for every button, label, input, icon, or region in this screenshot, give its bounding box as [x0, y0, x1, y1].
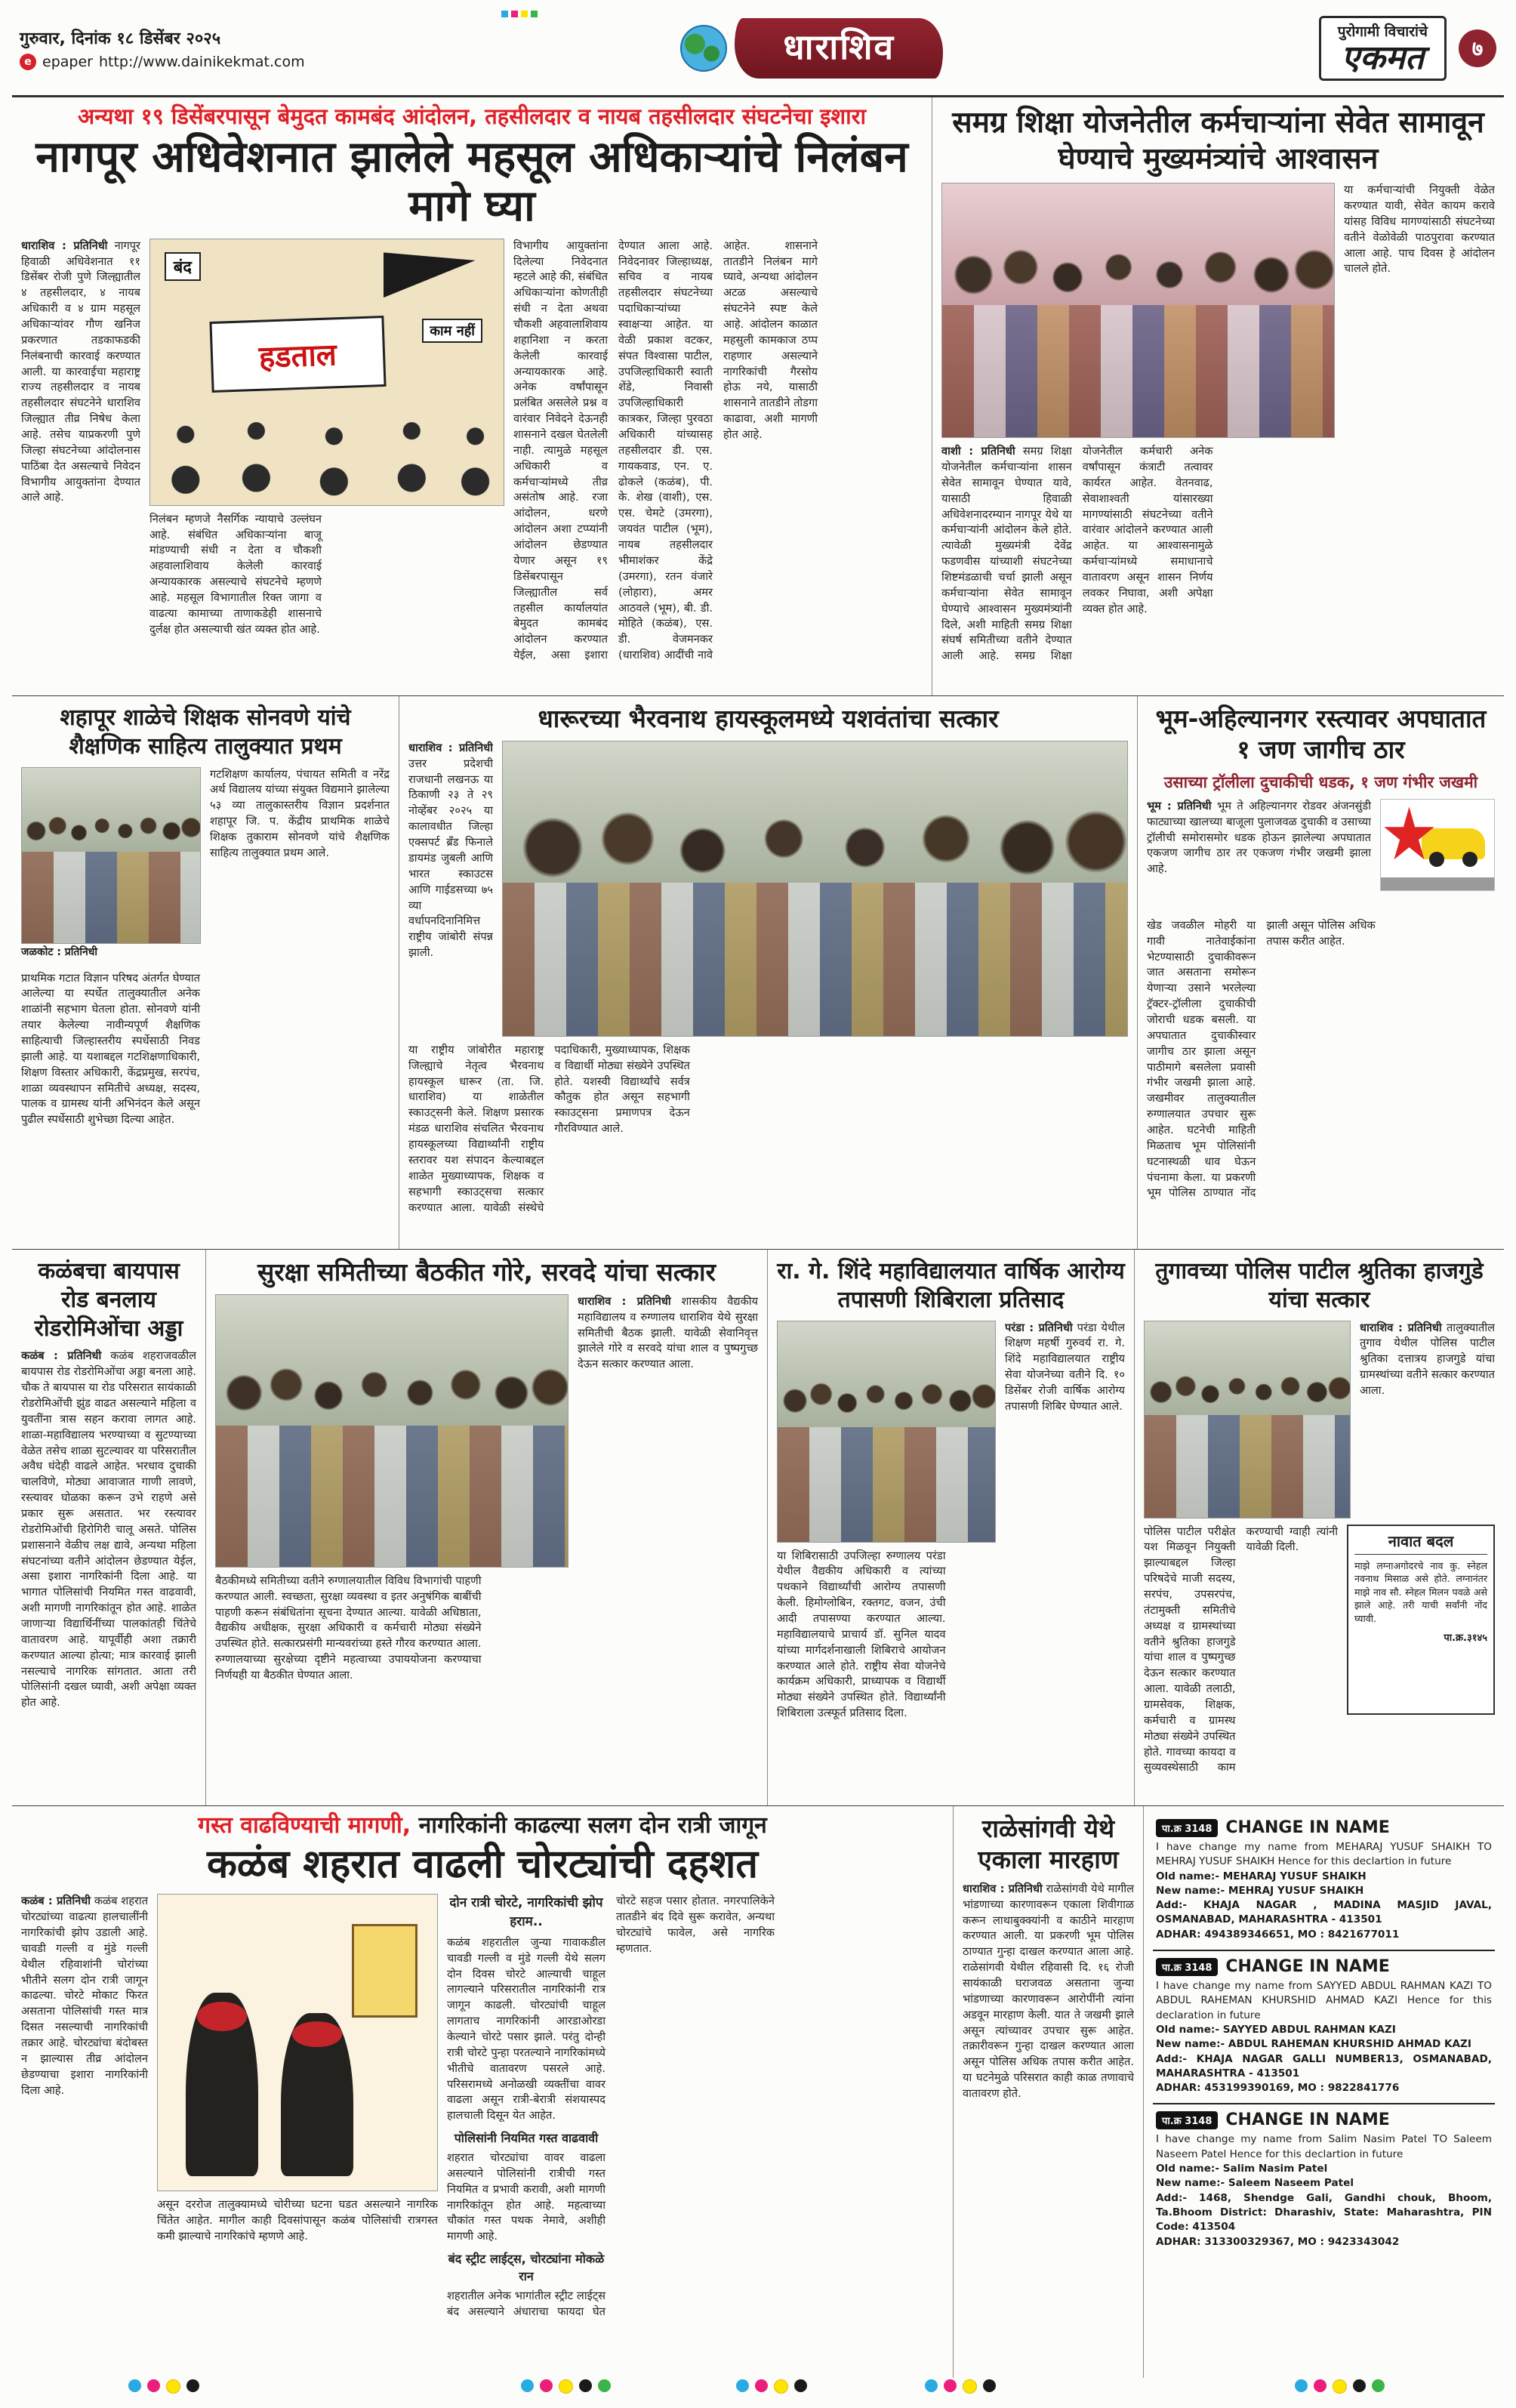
black-flag-icon — [384, 252, 476, 305]
ad-address-3: Add:- 1468, Shendge Gali, Gandhi chouk, Bhoom, Ta.Bhoom District: Dharashiv, State: Maharashtra, PIN Code: 413504 — [1156, 2191, 1492, 2234]
ad-address-1: Add:- KHAJA NAGAR , MADINA MASJID JAVAL, OSMANABAD, MAHARASHTRA - 413501 — [1156, 1899, 1492, 1926]
article-bypass — [12, 1250, 205, 1805]
shinde-headline: रा. गे. शिंदे महाविद्यालयात वार्षिक आरोग्य तपासणी शिबिराला प्रतिसाद — [777, 1258, 1125, 1313]
ad-address-2: Add:- KHAJA NAGAR GALLI NUMBER13, OSMANABAD, MAHARASHTRA - 413501 — [1156, 2052, 1492, 2080]
ad-adhar-1: ADHAR: 494389346651, MO : 8421677011 — [1156, 1928, 1400, 1941]
lead-body-text: विभागीय आयुक्तांना दिलेल्या निवेदनात म्हटले आहे की, संबंधित अधिकाऱ्यांना कोणतीही संधी न देता अथवा चौकशी अहवालाशिवाय शहानिशा न करता केलेली कारवाई अन्यायकारक आहे. अनेक वर्षांपासून प्रलंबित असलेले प्रश्न व वारंवार निवेदने देऊनही शासनाने दखल घेतलेली नाही. त्यामुळे महसूल अधिकारी व कर्मचाऱ्यांमध्ये तीव्र असंतोष आहे. रजा आंदोलन, धरणे आंदोलन अशा टप्प्यांनी आंदोलन छेडण्यात येणार असून १९ डिसेंबरपासून जिल्ह्यातील सर्व तहसील कार्यालयांत बेमुदत कामबंद आंदोलन करण्यात येईल, असा इशारा देण्यात आला आहे. निवेदनावर जिल्हाध्यक्ष, सचिव व नायब तहसीलदार संघटनेच्या पदाधिकाऱ्यांच्या स्वाक्षऱ्या आहेत. या वेळी प्रकाश वटकर, संपत विश्वासा पाटील, उपजिल्हाधिकारी स्वाती शेंडे, निवासी उपजिल्हाधिकारी कात्रकर, जिल्हा पुरवठा अधिकारी यांच्यासह तहसीलदार डी. एस. गायकवाड, एन. ए. ढोकले (कळंब), पी. के. शेख (वाशी), एस. एस. चेमटे (उमरगा), जयवंत पाटील (भूम), नायब तहसीलदार भीमाशंकर केंद्रे (उमरगा), रतन वंजारे (लोहारा), अमर आठवले (भूम), बी. डी. मोहिते (कळंब), एस. डी. वेजमनकर (धाराशिव) आदींची नावे आहेत. शासनाने तातडीने निलंबन मागे घ्यावे, अन्यथा आंदोलन अटळ असल्याचे संघटनेने स्पष्ट केले आहे. आंदोलन काळात महसुली कामकाज ठप्प राहणार असल्याने नागरिकांची गैरसोय होऊ नये, यासाठी शासनाने तातडीने तोडगा काढावा, अशी मागणी होत आहे. — [513, 239, 818, 662]
ralesangvi-body-text: राळेसांगवी येथे मागील भांडणाच्या कारणावरून एकाला शिवीगाळ करून लाथाबुक्क्यांनी व काठीने मारहाण करण्यात आली. या प्रकरणी भूम पोलिस ठाण्यात गुन्हा दाखल करण्यात आला आहे. राळेसांगवी येथील रहिवासी दि. १६ रोजी सायंकाळी घराजवळ असताना जुन्या भांडणाच्या कारणावरून आरोपींनी त्यांना अडवून मारहाण केली. यात ते जखमी झाले असून त्यांच्यावर उपचार सुरू आहेत. तक्रारीवरून गुन्हा दाखल करण्यात आला असून पोलिस अधिक तपास करीत आहेत. या घटनेमुळे परिसरात काही काळ तणावाचे वातावरण होते. — [963, 1882, 1134, 2100]
article-dharur — [399, 696, 1137, 1249]
ad-badge-3: पा.क्र 3148 — [1156, 2111, 1218, 2129]
suraksha-headline: सुरक्षा समितीच्या बैठकीत गोरे, सरवदे यांचा सत्कार — [257, 1257, 716, 1287]
ad-oldname-2: Old name:- SAYYED ABDUL RAHMAN KAZI — [1156, 2023, 1396, 2036]
masthead-title: धाराशिव — [735, 18, 943, 79]
strike-placard: हडताल — [209, 316, 386, 393]
registration-marks-bottom — [0, 2373, 1516, 2403]
row-1 — [12, 97, 1504, 695]
window-graphic — [352, 1924, 418, 2018]
ad-oldname-1: Old name:- MEHARAJ YUSUF SHAIKH — [1156, 1870, 1367, 1882]
classified-ads-column — [1143, 1806, 1504, 2378]
accident-graphic — [1380, 799, 1495, 891]
theft-column-1 — [21, 1894, 148, 2330]
photo-dharur-group — [502, 741, 1128, 1037]
shahapur-body: प्राथमिक गटात विज्ञान परिषद अंतर्गत घेण्यात आलेल्या या स्पर्धेत तालुक्यातील अनेक शाळांनी सहभाग घेतला होता. सोनवणे यांनी तयार केलेल्या नावीन्यपूर्ण शैक्षणिक साहित्याची जिल्हास्तरीय स्पर्धेसाठी निवड झाली आहे. या यशाबद्दल गटशिक्षणाधिकारी, शिक्षण विस्तार अधिकारी, केंद्रप्रमुख, सरपंच, शाळा व्यवस्थापन समितीचे अध्यक्ष, सदस्य, पालक व ग्रामस्थ यांनी अभिनंदन केले असून पुढील स्पर्धेसाठी शुभेच्छा दिल्या आहेत. — [21, 971, 200, 1127]
site-url[interactable]: http://www.dainikekmat.com — [98, 54, 305, 70]
ad-newname-2: New name:- ABDUL RAHEMAN KHURSHID AHMAD KAZI — [1156, 2038, 1471, 2051]
article-kalamb-theft — [12, 1806, 953, 2378]
ralesangvi-headline: राळेसांगवी येथे एकाला मारहाण — [978, 1814, 1119, 1874]
shinde-side-body: परंडा येथील शिक्षण महर्षी गुरुवर्य रा. गे. शिंदे महाविद्यालयात राष्ट्रीय सेवा योजनेच्या वतीने दि. १० डिसेंबर रोजी वार्षिक आरोग्य तपासणी शिबिर घेण्यात आले. — [1005, 1321, 1125, 1413]
dharur-body: या राष्ट्रीय जांबोरीत महाराष्ट्र जिल्ह्याचे नेतृत्व भैरवनाथ हायस्कूल धारूर (ता. जि. धाराशिव) या शाळेतील स्काउट्सनी केले. शिक्षण प्रसारक मंडळ धाराशिव संचलित भैरवनाथ हायस्कूलच्या विद्यार्थ्यांनी राष्ट्रीय स्तरावर यश संपादन केल्याबद्दल शाळेत मुख्याध्यापक, शिक्षक व सहभागी स्काउट्सचा सत्कार करण्यात आला. यावेळी संस्थेचे पदाधिकारी, मुख्याध्यापक, शिक्षक व विद्यार्थी मोठ्या संख्येने उपस्थित होते. यशस्वी विद्यार्थ्यांचे सर्वत्र कौतुक होत असून सहभागी स्काउट्सना प्रमाणपत्र देऊन गौरविण्यात आले. — [408, 1043, 690, 1214]
brand-name: एकमत — [1341, 38, 1425, 77]
road-graphic — [1381, 877, 1494, 890]
photo-health-camp — [777, 1321, 996, 1543]
ad-intro-2: I have change my name from SAYYED ABDUL RAHMAN KAZI TO ABDUL RAHEMAN KHURSHID AHMAD KAZI Hence for this declaration in future — [1156, 1980, 1492, 2021]
registration-marks-top — [501, 11, 538, 17]
ad-title-2: CHANGE IN NAME — [1225, 1957, 1390, 1977]
tugaon-side-text — [1360, 1321, 1495, 1518]
page-header — [12, 0, 1504, 97]
shahapur-byline: जळकोट : प्रतिनिधी — [21, 945, 98, 958]
dharur-byline: धाराशिव : प्रतिनिधी — [408, 741, 493, 754]
shahapur-headline: शहापूर शाळेचे शिक्षक सोनवणे यांचे शैक्षणिक साहित्य तालुक्यात प्रथम — [60, 705, 351, 760]
ad-newname-3: New name:- Saleem Naseem Patel — [1156, 2177, 1354, 2190]
lead-byline: धाराशिव : प्रतिनिधी — [21, 239, 108, 252]
dharur-side-body: उत्तर प्रदेशची राजधानी लखनऊ या ठिकाणी २३ ते २९ नोव्हेंबर २०२५ या कालावधीत जिल्हा एक्सपर्ट ब्रँड फिनाले डायमंड जुबली आणि भारत स्काउटस आणि गाईडसच्या ७५ व्या वर्धापनदिनानिमित्त राष्ट्रीय जांबोरी संपन्न झाली. — [408, 757, 493, 960]
bypass-byline: कळंब : प्रतिनिधी — [21, 1349, 102, 1363]
theft-subhead-1-text: शहरात चोरट्यांचा वावर वाढला असल्याने पोलिसांनी रात्रीची गस्त नियमित व प्रभावी करावी, अशी मागणी नागरिकांतून होत आहे. महत्वाच्या चौकांत गस्त पथक नेमावे, अशीही मागणी आहे. — [447, 2151, 605, 2243]
navbadal-body: माझे लग्नाअगोदरचे नाव कु. स्नेहल नवनाथ मिसाळ असे होते. लग्नानंतर माझे नाव सौ. स्नेहल मिलन पवळे असे झाले आहे. तरी याची सर्वांनी नोंद घ्यावी. — [1354, 1559, 1487, 1625]
bypass-headline: कळंबचा बायपास रोड बनलाय रोडरोमिओंचा अड्डा — [34, 1258, 183, 1342]
theft-body — [447, 1894, 944, 2330]
name-change-notice-box — [1347, 1525, 1495, 1715]
lead-headline: नागपूर अधिवेशनात झालेले महसूल अधिकाऱ्यांचे निलंबन मागे घ्या — [35, 131, 908, 231]
photo-suraksha-felicitation — [215, 1294, 568, 1568]
strike-cartoon — [149, 239, 504, 506]
suraksha-byline: धाराशिव : प्रतिनिधी — [578, 1294, 671, 1308]
dharur-side-text — [408, 741, 493, 1037]
brand-box — [1319, 16, 1447, 81]
masthead-banner — [680, 18, 943, 79]
article-shinde-college — [767, 1250, 1134, 1805]
ad-oldname-3: Old name:- Salim Nasim Patel — [1156, 2163, 1328, 2175]
date-text: गुरुवार, दिनांक १८ डिसेंबर २०२५ — [20, 29, 221, 48]
suraksha-side-text — [578, 1294, 758, 1568]
ad-title-3: CHANGE IN NAME — [1225, 2110, 1390, 2130]
lead-column-1 — [21, 239, 140, 666]
tugaon-side-body: तालुक्यातील तुगाव येथील पोलिस पाटील श्रुतिका दत्तात्रय हाजगुडे यांचा ग्रामस्थांच्या वतीने सत्कार करण्यात आला. — [1360, 1321, 1495, 1398]
bypass-body — [21, 1349, 196, 1787]
article-ralesangvi — [953, 1806, 1143, 2378]
epaper-link[interactable]: epaper — [42, 54, 93, 70]
ad-adhar-2: ADHAR: 453199390169, MO : 9822841776 — [1156, 2082, 1400, 2095]
samagra-body-text: समग्र शिक्षा योजनेतील कर्मचाऱ्यांना शासन सेवेत सामावून घेण्यात यावे, यासाठी हिवाळी अधिवेशनादरम्यान नागपूर येथे या कर्मचाऱ्यांनी आंदोलन केले होते. त्यावेळी मुख्यमंत्री देवेंद्र फडणवीस यांच्याशी संघटनेच्या शिष्टमंडळाची चर्चा झाली असून कर्मचाऱ्यांना सेवेत सामावून घेण्याचे आश्वासन मुख्यमंत्र्यांनी दिले, अशी माहिती समग्र शिक्षा संघर्ष समितीच्या वतीने देण्यात आली आहे. समग्र शिक्षा योजनेतील कर्मचारी अनेक वर्षांपासून कंत्राटी तत्वावर कार्यरत आहेत. वेतनवाढ, सेवाशाश्वती यांसारख्या मागण्यांसाठी संघटनेच्या वतीने वारंवार आंदोलने करण्यात आली आहेत. या आश्वासनामुळे कर्मचाऱ्यांमध्ये समाधानाचे वातावरण असून शासन निर्णय लवकर निघावा, अशी अपेक्षा व्यक्त होत आहे. — [941, 445, 1213, 663]
photo-shahapur-award — [21, 767, 201, 944]
row-3 — [12, 1249, 1504, 1805]
thief-figure-1 — [186, 1993, 258, 2176]
theft-subhead-2-text: शहरातील अनेक भागांतील स्ट्रीट लाईट्स बंद असल्याने अंधाराचा फायदा घेत चोरटे सहज पसार होतात. नगरपालिकेने तातडीने बंद दिवे सुरू करावेत, अन्यथा चोरट्यांचे फावेल, असे नागरिक म्हणतात. — [447, 1895, 775, 2318]
theft-body-text: कळंब शहरातील जुन्या गावाकडील चावडी गल्ली व मुंडे गल्ली येथे सलग दोन दिवस चोरटे आल्याची चाहूल लागल्याने परिसरातील नागरिकांनी रात्र जागून काढली. चोरट्यांची चाहूल लागताच नागरिकांनी आरडाओरडा केल्याने चोरटे पसार झाले. परंतु दोन्ही रात्री चोरटे पुन्हा परतल्याने नागरिकांमध्ये भीतीचे वातावरण पसरले आहे. परिसरामध्ये अनोळखी व्यक्तींचा वावर वाढला असून रात्री-बेरात्री संशयास्पद हालचाली दिसून येत आहेत. — [447, 1935, 605, 2123]
navbadal-number: पा.क्र.३१४५ — [1444, 1632, 1487, 1644]
ad-intro-3: I have change my name from Salim Nasim Patel TO Saleem Naseem Patel Hence for this declartion in future — [1156, 2133, 1492, 2160]
navbadal-title: नावात बदल — [1354, 1531, 1487, 1555]
theft-subhead-2: बंद स्ट्रीट लाईट्स, चोरट्यांना मोकळे रान — [448, 2252, 605, 2284]
samagra-headline: समग्र शिक्षा योजनेतील कर्मचाऱ्यांना सेवेत सामावून घेण्याचे मुख्यमंत्र्यांचे आश्वासन — [952, 106, 1484, 176]
change-name-ad-3 — [1153, 2103, 1495, 2256]
ad-badge-1: पा.क्र 3148 — [1156, 1819, 1218, 1837]
theft-column-1-text: कळंब शहरात चोरट्यांच्या वाढत्या हालचालींनी नागरिकांची झोप उडाली आहे. चावडी गल्ली व मुंडे गल्ली येथील रहिवाशांनी चोरांच्या भीतीने सलग दोन रात्री जागून काढल्या. चोरटे मोकाट फिरत असताना पोलिसांची गस्त मात्र दिसत नसल्याची नागरिकांची तक्रार आहे. चोरट्यांचा बंदोबस्त न झाल्यास तीव्र आंदोलन छेडण्याचा इशारा नागरिकांनी दिला आहे. — [21, 1895, 148, 2097]
bypass-body-text: कळंब शहराजवळील बायपास रोड रोडरोमिओंचा अड्डा बनला आहे. चौक ते बायपास या रोड परिसरात सायंकाळी रोडरोमिओंची झुंड वाढत असल्याने महिला व युवतींना त्रास सहन करावा लागत आहे. शाळा-महाविद्यालय भरण्याच्या व सुटण्याच्या वेळेत तसेच शाळा सुटल्यावर या परिसरातील अवैध धंदेही वाढले आहेत. भरधाव दुचाकी चालविणे, मोठ्या आवाजात गाणी लावणे, रस्त्यावर घोळका करून उभे राहणे असे प्रकार सुरू असतात. भर रस्त्यावर रोडरोमिओंची हिरोगिरी चालू असते. पोलिस प्रशासनाने वेळीच लक्ष द्यावे, अन्यथा महिला संघटनांच्या वतीने आंदोलन छेडण्यात येईल, असा इशारा नागरिकांनी दिला आहे. या भागात पोलिसांची नियमित गस्त वाढवावी, अशी मागणी नागरिकांतून होत आहे. शाळेत जाणाऱ्या विद्यार्थिनींच्या पालकांतही चिंतेचे वातावरण आहे. यापूर्वीही अशा तक्रारी करण्यात आल्या होत्या; मात्र कारवाई झाली नसल्याचे नागरिक सांगतात. आता तरी पोलिसांनी दखल घ्यावी, अशी अपेक्षा व्यक्त होत आहे. — [21, 1349, 196, 1710]
theft-kicker — [21, 1812, 944, 1839]
bhum-body: खेड जवळील मोहरी या गावी नातेवाईकांना भेटण्यासाठी दुचाकीवरून जात असताना समोरून येणाऱ्या उसाने भरलेल्या ट्रॅक्टर-ट्रॉलीला दुचाकीची जोराची धडक बसली. या अपघातात दुचाकीस्वार जागीच ठार झाला असून पाठीमागे बसलेला प्रवासी गंभीर जखमी झाला आहे. जखमीवर तालुक्यातील रुग्णालयात उपचार सुरू आहेत. घटनेची माहिती मिळताच भूम पोलिसांनी घटनास्थळी धाव घेऊन पंचनामा केला. या प्रकरणी भूम पोलिस ठाण्यात नोंद झाली असून पोलिस अधिक तपास करीत आहेत. — [1147, 918, 1376, 1200]
tugaon-byline: धाराशिव : प्रतिनिधी — [1360, 1321, 1442, 1334]
ralesangvi-byline: धाराशिव : प्रतिनिधी — [963, 1882, 1043, 1895]
article-bhum-accident — [1137, 696, 1504, 1249]
bhum-byline: भूम : प्रतिनिधी — [1147, 799, 1212, 812]
suraksha-body: बैठकीमध्ये समितीच्या वतीने रुग्णालयातील विविध विभागांची पाहणी करण्यात आली. स्वच्छता, सुरक्षा व्यवस्था व इतर अनुषंगिक बाबींची पाहणी करून संबंधितांना सूचना देण्यात आल्या. यावेळी अधिष्ठाता, वैद्यकीय अधीक्षक, सुरक्षा अधिकारी व कर्मचारी मोठ्या संख्येने उपस्थित होते. सत्कारप्रसंगी मान्यवरांच्या हस्ते गौरव करण्यात आला. रुग्णालयाच्या सुरक्षेच्या दृष्टीने महत्वाच्या उपाययोजना करण्याचा निर्णयही या बैठकीत घेण्यात आला. — [215, 1574, 482, 1682]
thief-figure-2 — [281, 2013, 353, 2176]
ad-intro-1: I have change my name from MEHARAJ YUSUF SHAIKH TO MEHRAJ YUSUF SHAIKH Hence for this declartion in future — [1156, 1841, 1492, 1868]
theft-under-cartoon-text: असून दररोज तालुक्यामध्ये चोरीच्या घटना घडत असल्याने नागरिक चिंतेत आहेत. मागील काही दिवसांपासून कळंब पोलिसांची रात्रगस्त कमी झाल्याचे नागरिकांचे म्हणणे आहे. — [157, 2198, 438, 2243]
theft-byline: कळंब : प्रतिनिधी — [21, 1895, 91, 1908]
article-lead — [12, 97, 932, 695]
shinde-byline: परंडा : प्रतिनिधी — [1005, 1321, 1073, 1334]
samagra-byline: वाशी : प्रतिनिधी — [941, 445, 1015, 458]
article-samagra-shiksha — [932, 97, 1504, 695]
theft-box-headline: दोन रात्री चोरटे, नागरिकांची झोप हराम.. — [449, 1895, 603, 1929]
protest-crowd-figures — [150, 415, 504, 505]
lead-mid-text: निलंबन म्हणजे नैसर्गिक न्यायाचे उल्लंघन आहे. संबंधित अधिकाऱ्यांना बाजू मांडण्याची संधी न देता व चौकशी अहवालाशिवाय केलेली कारवाई अन्यायकारक असल्याचे संघटनेचे म्हणणे आहे. महसूल विभागातील रिक्त जागा व वाढत्या कामाच्या ताणाकडेही शासनाचे दुर्लक्ष होत असल्याची खंत व्यक्त होत आहे. — [149, 512, 322, 636]
bhum-subhead: उसाच्या ट्रॉलीला दुचाकीची धडक, १ जण गंभीर जखमी — [1163, 772, 1478, 791]
theft-headline: कळंब शहरात वाढली चोरट्यांची दहशत — [206, 1842, 758, 1887]
epaper-icon: e — [20, 54, 36, 70]
article-tugaon — [1134, 1250, 1504, 1805]
shinde-body: या शिबिरासाठी उपजिल्हा रुग्णालय परंडा येथील वैद्यकीय अधिकारी व त्यांच्या पथकाने विद्यार्थ्यांची आरोग्य तपासणी केली. हिमोग्लोबिन, रक्तगट, वजन, उंची आदी तपासण्या करण्यात आल्या. महाविद्यालयाचे प्राचार्य डॉ. सुनिल यादव यांच्या मार्गदर्शनाखाली शिबिराचे आयोजन करण्यात आले होते. राष्ट्रीय सेवा योजनेचे कार्यक्रम अधिकारी, प्राध्यापक व विद्यार्थी मोठ्या संख्येने उपस्थित होते. विद्यार्थ्यांनी शिबिराला उत्स्फूर्त प्रतिसाद दिला. — [777, 1549, 946, 1720]
row-4 — [12, 1805, 1504, 2378]
lead-column-1-text: नागपूर हिवाळी अधिवेशनात ११ डिसेंबर रोजी पुणे जिल्ह्यातील ४ तहसीलदार, ४ नायब अधिकारी व ४ ग्राम महसूल अधिकाऱ्यांवर गौण खनिज प्रकरणात तडकाफडकी निलंबनाची कारवाई करण्यात आली. या कारवाईचा महाराष्ट्र राज्य तहसीलदार व नायब तहसीलदार संघटनेने धाराशिव जिल्ह्यात तीव्र निषेध केला आहे. तसेच याप्रकरणी पुणे जिल्हा संघटनेच्या आंदोलनास पाठिंबा देत असल्याचे निवेदन विभागीय आयुक्तांना देण्यात आले आहे. — [21, 239, 140, 504]
strike-sign-kaam: काम नहीं — [422, 319, 482, 343]
article-suraksha — [205, 1250, 767, 1805]
lead-kicker: अन्यथा १९ डिसेंबरपासून बेमुदत कामबंद आंदोलन, तहसीलदार व नायब तहसीलदार संघटनेचा इशारा — [77, 103, 867, 129]
globe-icon — [680, 25, 727, 72]
brand-tagline: पुरोगामी विचारांचे — [1337, 23, 1428, 40]
article-shahapur — [12, 696, 399, 1249]
row-2 — [12, 695, 1504, 1249]
change-name-ad-1 — [1153, 1812, 1495, 1950]
shinde-side-text — [1005, 1321, 1125, 1543]
car-graphic — [1422, 828, 1485, 859]
ad-title-1: CHANGE IN NAME — [1225, 1818, 1390, 1837]
ralesangvi-body — [963, 1882, 1134, 2305]
theft-subhead-1: पोलिसांनी नियमित गस्त वाढवावी — [454, 2131, 599, 2146]
photo-tugaon-felicitation — [1144, 1321, 1351, 1518]
tugaon-headline: तुगावच्या पोलिस पाटील श्रुतिका हाजगुडे यांचा सत्कार — [1155, 1258, 1484, 1313]
bhum-lead-text — [1147, 799, 1371, 914]
ad-badge-2: पा.क्र 3148 — [1156, 1958, 1218, 1976]
tugaon-body: पोलिस पाटील परीक्षेत यश मिळवून नियुक्ती झाल्याबद्दल जिल्हा परिषदेचे माजी सदस्य, सरपंच, उपसरपंच, तंटामुक्ती समितीचे अध्यक्ष व ग्रामस्थांच्या वतीने श्रुतिका हाजगुडे यांचा शाल व पुष्पगुच्छ देऊन सत्कार करण्यात आला. यावेळी तलाठी, ग्रामसेवक, शिक्षक, कर्मचारी व ग्रामस्थ मोठ्या संख्येने उपस्थित होते. गावच्या कायदा व सुव्यवस्थेसाठी काम करण्याची ग्वाही त्यांनी यावेळी दिली. — [1144, 1525, 1338, 1774]
page-number-badge: ७ — [1459, 29, 1496, 67]
strike-sign-band: बंद — [165, 252, 201, 281]
ad-newname-1: New name:- MEHRAJ YUSUF SHAIKH — [1156, 1884, 1364, 1897]
dharur-headline: धारूरच्या भैरवनाथ हायस्कूलमध्ये यशवंतांचा सत्कार — [538, 704, 999, 733]
shahapur-side-text: गटशिक्षण कार्यालय, पंचायत समिती व नरेंद्र अर्थ विद्यालय यांच्या संयुक्त विद्यमाने झालेल्या ५३ व्या तालुकास्तरीय विज्ञान प्रदर्शनात शहापूर जि. प. केंद्रीय प्राथमिक शाळेचे शिक्षक तुकाराम सोनवणे यांचे शैक्षणिक साहित्य तालुक्यात प्रथम आले. — [210, 767, 390, 859]
suraksha-side-body: शासकीय वैद्यकीय महाविद्यालय व रुग्णालय धाराशिव येथे सुरक्षा समितीची बैठक झाली. यावेळी सेवानिवृत्त झालेले गोरे व सरवदे यांचा शाल व पुष्पगुच्छ देऊन सत्कार करण्यात आला. — [578, 1294, 758, 1371]
samagra-side-text: या कर्मचाऱ्यांची नियुक्ती वेळेत करण्यात यावी, सेवेत कायम करावे यांसह विविध मागण्यांसाठी संघटनेच्या वतीने वेळोवेळी पाठपुरावा करण्यात आला आहे. पाच दिवस हे आंदोलन चालले होते. — [1344, 183, 1495, 276]
bhum-lead-body: भूम ते अहिल्यानगर रोडवर अंजनसुंडी फाट्याच्या खालच्या बाजूला पुलाजवळ दुचाकी व उसाच्या ट्रॉलीची समोरासमोर धडक होऊन झालेल्या अपघातात एकजण जागीच ठार तर एकजण गंभीर जखमी झाला आहे. — [1147, 799, 1371, 876]
photo-cm-meeting — [941, 183, 1335, 438]
change-name-ad-2 — [1153, 1950, 1495, 2103]
theft-kicker-black: नागरिकांनी काढल्या सलग दोन रात्री जागून — [411, 1812, 767, 1839]
samagra-body — [941, 444, 1495, 671]
theft-kicker-red: गस्त वाढविण्याची मागणी, — [198, 1812, 411, 1839]
bhum-headline: भूम-अहिल्यानगर रस्त्यावर अपघातात १ जण जागीच ठार — [1155, 704, 1487, 764]
ad-adhar-3: ADHAR: 313300329367, MO : 9423343042 — [1156, 2235, 1400, 2248]
thief-cartoon — [157, 1894, 438, 2191]
